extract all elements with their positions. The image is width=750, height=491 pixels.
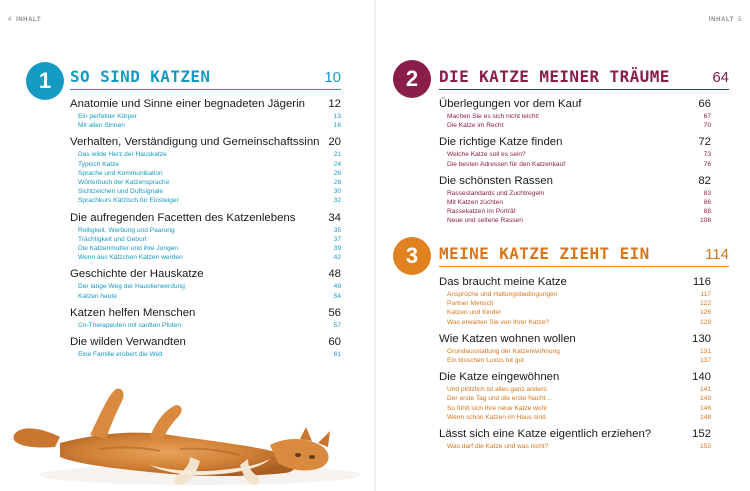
toc-subsection-title: Die besten Adressen für den Katzenkauf	[447, 160, 566, 168]
toc-subsection-title: Ansprüche und Haltungsbedingungen	[447, 291, 558, 298]
toc-subsection[interactable]	[439, 385, 711, 394]
toc-section[interactable]	[439, 370, 711, 422]
toc-section-page: 116	[692, 276, 711, 288]
toc-section-heading[interactable]	[70, 97, 341, 112]
toc-subsection-title: Wenn schon Katzen im Haus sind	[447, 413, 546, 421]
toc-subsection-title: Grundausstattung der Katzenwohnung	[447, 347, 560, 355]
toc-subsection[interactable]	[439, 318, 711, 327]
toc-subsection-title: Die Katze im Recht	[447, 122, 504, 130]
running-header-left	[8, 17, 41, 23]
toc-subsection-page: 39	[333, 245, 341, 253]
toc-section-heading[interactable]	[70, 335, 341, 350]
chapter-2-badge: 2	[393, 60, 431, 98]
toc-subsection-page: 129	[699, 318, 711, 326]
toc-section-heading[interactable]	[439, 135, 711, 150]
toc-subsection[interactable]	[439, 216, 711, 225]
chapter-1-title: SO SIND KATZEN	[70, 67, 211, 86]
toc-subsection[interactable]	[439, 299, 711, 308]
toc-section[interactable]	[439, 427, 711, 451]
toc-subsection-page: 122	[699, 300, 711, 308]
running-header-right	[709, 17, 742, 23]
page-number-right: 5	[738, 17, 742, 23]
toc-subsection[interactable]	[70, 253, 341, 262]
toc-section-title: Verhalten, Verständigung und Gemeinschaftssinn	[70, 136, 320, 149]
toc-subsection[interactable]	[70, 321, 341, 330]
chapter-2-page: 64	[712, 69, 729, 86]
toc-subsection[interactable]	[439, 442, 711, 451]
toc-subsection-page: 86	[703, 199, 711, 207]
toc-section-page: 140	[691, 371, 711, 384]
toc-subsection-page: 70	[703, 122, 711, 130]
toc-section-title: Überlegungen vor dem Kauf	[439, 98, 582, 110]
cat-photo	[0, 365, 370, 491]
toc-section-heading[interactable]	[70, 135, 341, 150]
toc-section-heading[interactable]	[439, 97, 711, 112]
toc-subsection-title: Mit Katzen züchten	[447, 199, 504, 207]
toc-subsection[interactable]	[70, 112, 341, 121]
toc-subsection-title: Sichtzeichen und Duftsignale	[78, 188, 164, 196]
toc-subsection[interactable]	[70, 196, 341, 205]
chapter-3-page: 114	[705, 246, 729, 263]
toc-subsection-page: 37	[333, 235, 341, 243]
toc-subsection[interactable]	[70, 150, 341, 159]
chapter-3-badge: 3	[393, 237, 431, 275]
toc-subsection-page: 108	[699, 217, 711, 225]
toc-subsection-title: Katzen heute	[78, 292, 117, 300]
toc-subsection-title: Partner Mensch	[447, 300, 494, 308]
toc-section-page: 152	[691, 428, 711, 441]
toc-section-title: Die Katze eingewöhnen	[439, 371, 560, 384]
toc-subsection-title: Co-Therapeuten mit sanften Pfoten	[78, 321, 181, 329]
toc-section[interactable]	[70, 335, 341, 359]
toc-subsection-page: 131	[699, 347, 711, 355]
toc-subsection[interactable]	[70, 292, 341, 301]
toc-section-title: Die aufregenden Facetten des Katzenlebens	[70, 211, 296, 224]
toc-subsection-title: Welche Katze soll es sein?	[447, 151, 526, 159]
toc-subsection[interactable]	[439, 207, 711, 216]
toc-subsection-page: 57	[333, 321, 341, 329]
toc-section[interactable]	[439, 275, 711, 327]
toc-subsection-title: Was darf die Katze und was nicht?	[447, 443, 549, 451]
toc-subsection-page: 153	[699, 443, 711, 451]
toc-subsection-page: 83	[703, 189, 711, 197]
toc-subsection[interactable]	[70, 244, 341, 253]
toc-section-heading[interactable]	[439, 427, 711, 442]
toc-section-title: Wie Katzen wohnen wollen	[439, 332, 576, 345]
toc-subsection-title: Wenn aus Kätzchen Katzen werden	[78, 254, 183, 262]
toc-subsection[interactable]	[439, 404, 711, 413]
toc-subsection[interactable]	[439, 413, 711, 422]
toc-section-page: 60	[328, 336, 341, 349]
toc-subsection-page: 35	[333, 226, 341, 234]
toc-subsection[interactable]	[439, 308, 711, 317]
toc-subsection-page: 137	[699, 357, 711, 365]
toc-subsection[interactable]	[70, 282, 341, 291]
toc-subsection-title: Ein perfekter Körper	[78, 113, 138, 120]
toc-subsection-title: So fühlt sich Ihre neue Katze wohl	[447, 404, 547, 412]
toc-section-page: 56	[328, 306, 341, 319]
toc-subsection[interactable]	[70, 121, 341, 130]
toc-subsection-page: 24	[333, 160, 341, 168]
toc-subsection[interactable]	[439, 290, 711, 299]
chapter-1-sections	[70, 97, 341, 364]
toc-subsection-title: Katzen und Kinder	[447, 309, 502, 317]
toc-subsection[interactable]	[439, 160, 711, 169]
toc-subsection-page: 61	[333, 351, 341, 359]
toc-subsection[interactable]	[70, 226, 341, 235]
running-label-right: INHALT	[708, 17, 735, 23]
chapter-2-title: DIE KATZE MEINER TRÄUME	[439, 67, 670, 86]
toc-subsection-page: 21	[333, 151, 341, 159]
toc-section-heading[interactable]	[70, 267, 341, 282]
toc-subsection-title: Der lange Weg der Haustierwerdung	[78, 283, 185, 291]
toc-section-heading[interactable]	[439, 332, 711, 347]
toc-subsection-page: 13	[333, 113, 341, 120]
toc-subsection-title: Neue und seltene Rassen	[447, 217, 523, 225]
toc-subsection-title: Wörterbuch der Katzensprache	[78, 179, 170, 187]
toc-subsection-page: 30	[333, 188, 341, 196]
toc-subsection-title: Und plötzlich ist alles ganz anders	[447, 386, 547, 394]
toc-section[interactable]	[70, 97, 341, 130]
toc-subsection-page: 26	[333, 169, 341, 177]
toc-subsection-page: 16	[333, 122, 341, 130]
chapter-2-sections	[439, 97, 711, 231]
toc-subsection-page: 117	[700, 291, 711, 298]
toc-subsection[interactable]	[439, 189, 711, 198]
toc-section-page: 66	[698, 98, 711, 110]
toc-subsection[interactable]	[439, 347, 711, 356]
toc-section-title: Die richtige Katze finden	[439, 136, 563, 149]
chapter-1-badge: 1	[26, 62, 64, 100]
chapter-3-heading	[439, 243, 729, 267]
toc-subsection-page: 42	[333, 254, 341, 262]
toc-subsection[interactable]	[70, 169, 341, 178]
toc-subsection-page: 141	[699, 386, 711, 394]
toc-subsection-page: 88	[703, 208, 711, 216]
toc-subsection[interactable]	[439, 121, 711, 130]
toc-subsection-title: Was erwarten Sie von Ihrer Katze?	[447, 318, 550, 326]
toc-subsection[interactable]	[439, 150, 711, 159]
toc-section-title: Die schönsten Rassen	[439, 174, 553, 187]
toc-subsection-page: 143	[699, 395, 711, 403]
toc-subsection[interactable]	[70, 178, 341, 187]
toc-subsection-page: 67	[703, 113, 711, 120]
running-label-left: INHALT	[15, 17, 42, 23]
toc-subsection[interactable]	[70, 235, 341, 244]
toc-section[interactable]	[439, 332, 711, 365]
toc-section-title: Lässt sich eine Katze eigentlich erziehen?	[439, 428, 652, 441]
toc-subsection[interactable]	[70, 350, 341, 359]
toc-subsection-title: Eine Familie erobert die Welt	[78, 351, 163, 359]
toc-subsection-page: 146	[699, 404, 711, 412]
toc-subsection-title: Rolligkeit, Werbung und Paarung	[78, 226, 175, 234]
right-page	[375, 0, 750, 491]
toc-subsection-title: Das wilde Herz der Hauskatze	[78, 151, 167, 159]
toc-section-page: 48	[328, 268, 341, 281]
toc-subsection-page: 73	[703, 151, 711, 159]
toc-section[interactable]	[70, 211, 341, 263]
toc-section-title: Die wilden Verwandten	[70, 336, 186, 349]
toc-section[interactable]	[70, 267, 341, 300]
toc-section-heading[interactable]	[70, 211, 341, 226]
toc-section-page: 12	[328, 98, 341, 110]
toc-subsection-page: 126	[699, 309, 711, 317]
toc-section[interactable]	[439, 174, 711, 226]
toc-section-page: 82	[698, 174, 711, 187]
toc-section-page: 34	[328, 211, 341, 224]
toc-subsection-title: Trächtigkeit und Geburt	[78, 235, 147, 243]
chapter-1-heading	[70, 66, 341, 90]
toc-subsection-title: Sprachkurs Kätzisch für Einsteiger	[78, 197, 179, 205]
toc-subsection[interactable]	[439, 112, 711, 121]
toc-section-heading[interactable]	[439, 275, 711, 290]
toc-subsection-page: 49	[333, 283, 341, 291]
toc-subsection[interactable]	[70, 187, 341, 196]
toc-subsection-title: Rassestandards und Zuchtregeln	[447, 189, 545, 197]
toc-subsection-title: Sprache und Kommunikation	[78, 169, 163, 177]
toc-section-heading[interactable]	[439, 370, 711, 385]
toc-subsection-page: 148	[699, 413, 711, 421]
toc-subsection[interactable]	[439, 356, 711, 365]
toc-subsection-page: 54	[333, 292, 341, 300]
toc-subsection-title: Mit allen Sinnen	[78, 122, 125, 130]
toc-subsection-title: Machen Sie es sich nicht leicht!	[447, 113, 539, 120]
toc-section[interactable]	[70, 306, 341, 330]
toc-subsection-title: Typisch Katze	[78, 160, 120, 168]
toc-section-page: 130	[691, 332, 711, 345]
toc-section[interactable]	[439, 97, 711, 130]
toc-section-heading[interactable]	[70, 306, 341, 321]
toc-subsection-title: Die Katzenmutter und ihre Jungen	[78, 245, 179, 253]
toc-subsection[interactable]	[439, 394, 711, 403]
toc-subsection-title: Der erste Tag und die erste Nacht ...	[447, 395, 553, 403]
page-number-left: 4	[8, 17, 12, 23]
toc-section-heading[interactable]	[439, 174, 711, 189]
toc-section-title: Katzen helfen Menschen	[70, 306, 196, 319]
toc-section[interactable]	[439, 135, 711, 168]
toc-section-title: Das braucht meine Katze	[439, 276, 567, 288]
chapter-2-heading	[439, 66, 729, 90]
toc-subsection-title: Rassekatzen im Porträt	[447, 208, 516, 216]
toc-subsection[interactable]	[70, 160, 341, 169]
chapter-3-sections	[439, 275, 711, 456]
toc-subsection[interactable]	[439, 198, 711, 207]
toc-subsection-title: Ein bisschen Luxus tut gut	[447, 357, 524, 365]
toc-section-page: 20	[328, 136, 341, 149]
toc-subsection-page: 76	[703, 160, 711, 168]
chapter-3-title: MEINE KATZE ZIEHT EIN	[439, 244, 650, 263]
toc-subsection-page: 32	[333, 197, 341, 205]
toc-section-title: Anatomie und Sinne einer begnadeten Jägerin	[70, 98, 305, 110]
toc-section-page: 72	[698, 136, 711, 149]
toc-section[interactable]	[70, 135, 341, 205]
toc-section-title: Geschichte der Hauskatze	[70, 268, 204, 281]
chapter-1-page: 10	[324, 69, 341, 86]
toc-subsection-page: 28	[333, 179, 341, 187]
